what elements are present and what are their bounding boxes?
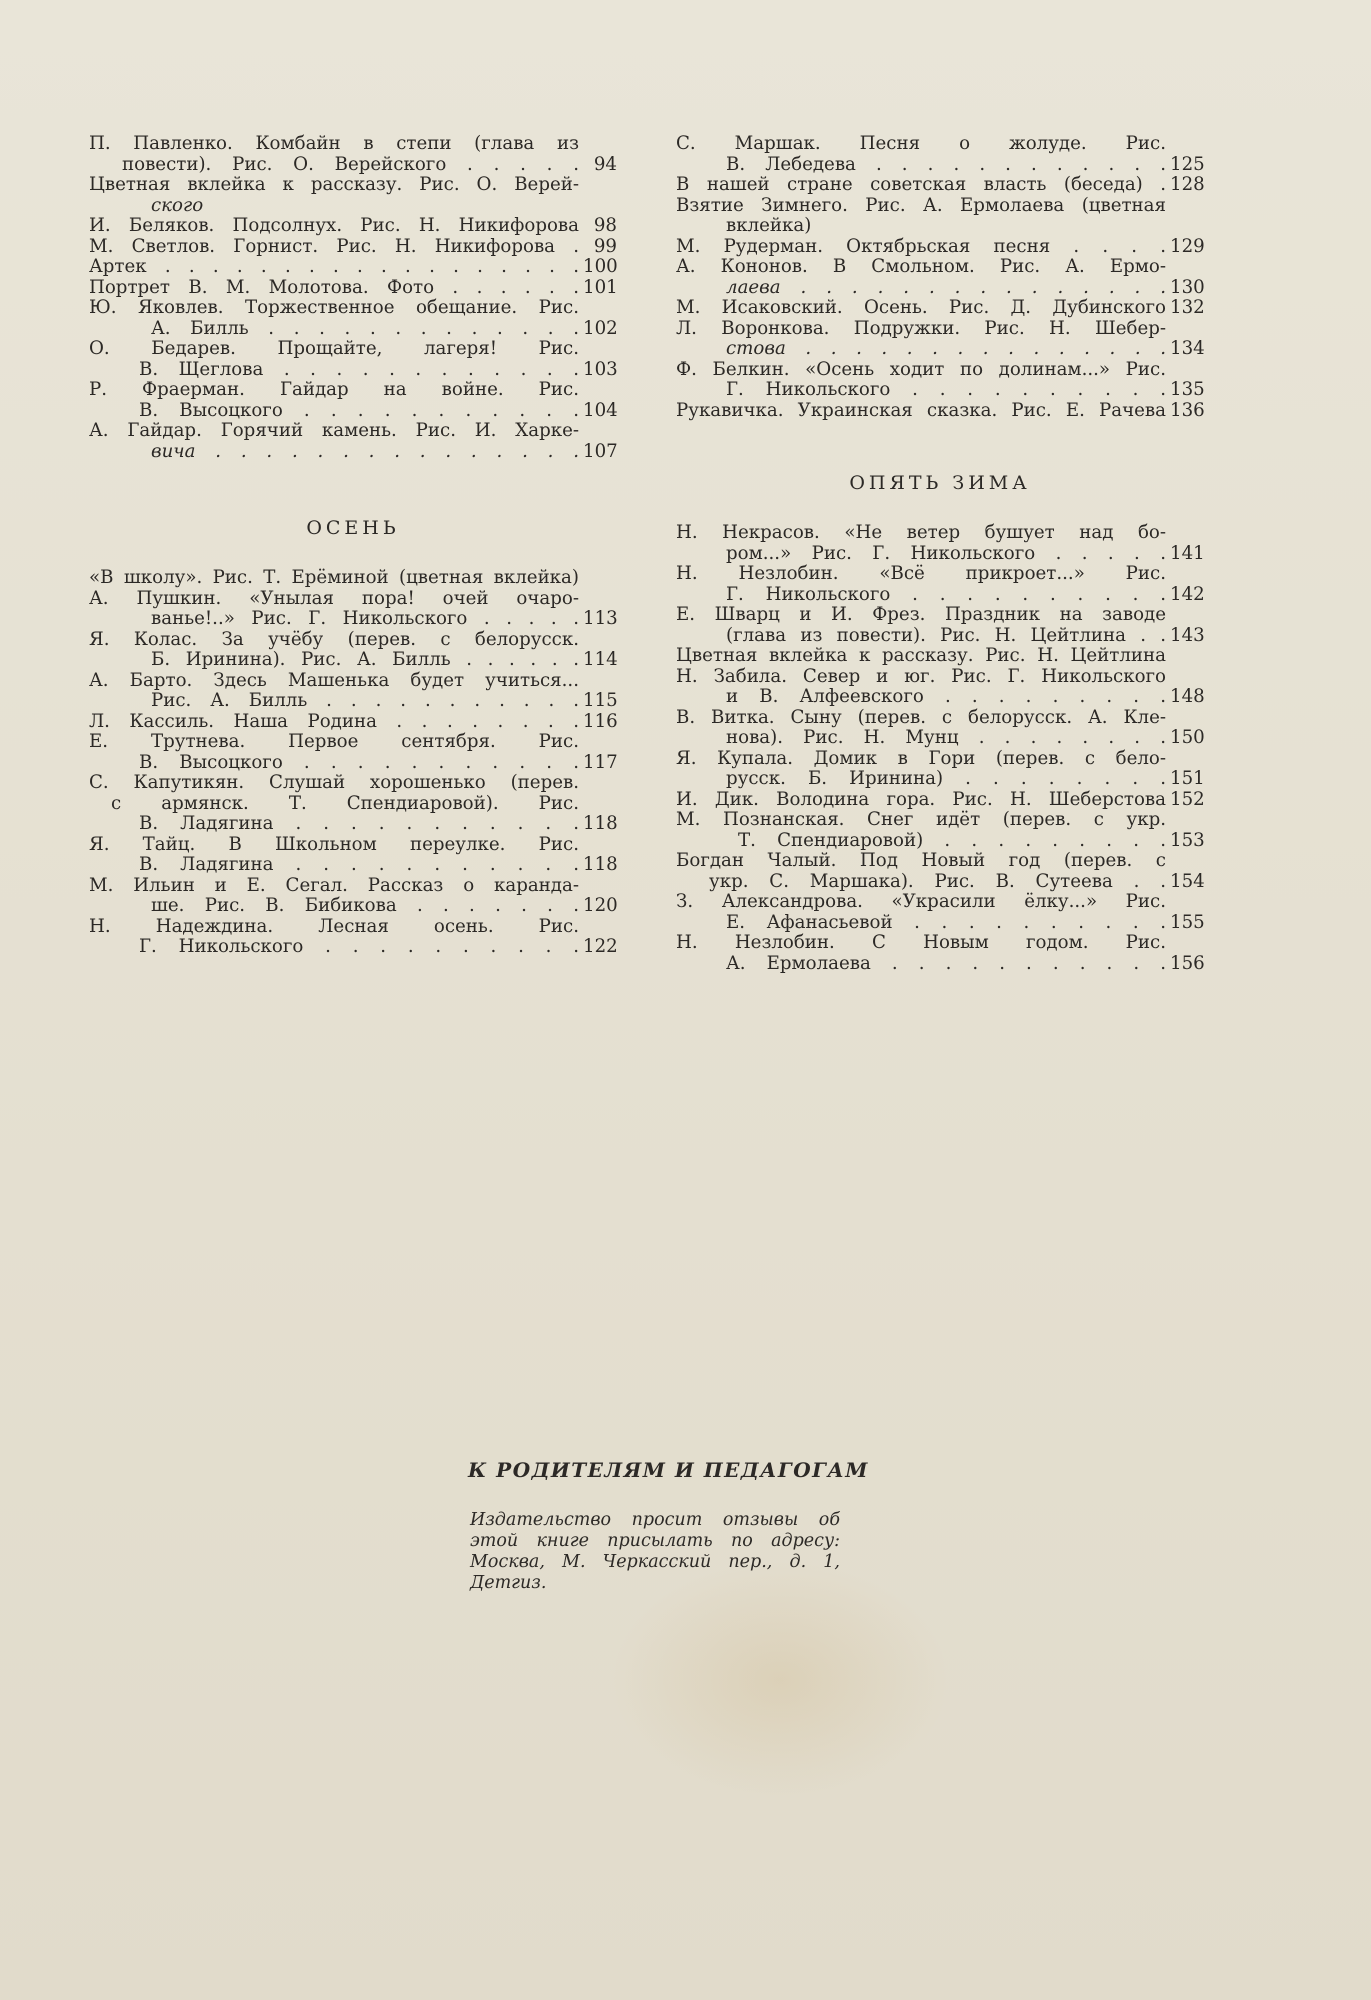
toc-entry-text: В. Высоцкого . . . . . . . . . . . [139, 751, 579, 773]
toc-entry-text: В. Высоцкого . . . . . . . . . . . [139, 399, 579, 421]
toc-left-column [89, 134, 617, 958]
toc-entry-page: 115 [583, 690, 618, 711]
toc-entry-text: Н. Незлобин. «Всё прикроет...» Рис. [676, 563, 1166, 584]
toc-right-column [676, 134, 1204, 974]
toc-entry-text: Ф. Белкин. «Осень ходит по долинам...» Рис. [676, 358, 1166, 380]
toc-entry-page: 142 [1170, 583, 1205, 605]
toc-entry-page: 107 [583, 440, 618, 462]
toc-entry [89, 712, 617, 733]
toc-entry [676, 134, 1204, 155]
toc-entry-page: 102 [583, 317, 618, 339]
toc-entry-page: 98 [593, 215, 617, 236]
toc-entry-text: Взятие Зимнего. Рис. А. Ермолаева (цветная [676, 194, 1166, 216]
toc-entry [89, 196, 617, 217]
toc-entry [676, 564, 1204, 585]
toc-entry [676, 544, 1204, 565]
toc-entry [676, 892, 1204, 913]
toc-entry-text: укр. С. Маршака). Рис. В. Сутеева . . [709, 870, 1166, 892]
toc-entry [89, 896, 617, 917]
winter-entries [676, 523, 1204, 974]
toc-entry-text: Г. Никольского . . . . . . . . . . [139, 936, 579, 957]
toc-entry-text: Артек . . . . . . . . . . . . . . . . . . [89, 256, 579, 277]
toc-entry-text: А. Кононов. В Смольном. Рис. А. Ермо- [676, 256, 1166, 277]
toc-entry-text: Б. Иринина). Рис. А. Билль . . . . . . [151, 649, 579, 670]
toc-entry [676, 339, 1204, 360]
toc-entry-text: стова . . . . . . . . . . . . . . . [726, 338, 1166, 359]
toc-entry-page: 128 [1170, 174, 1205, 195]
toc-entry-text: Богдан Чалый. Под Новый год (перев. с [676, 850, 1166, 871]
toc-entry [89, 401, 617, 422]
toc-entry [89, 216, 617, 237]
toc-entry-text: ром...» Рис. Г. Никольского . . . . . [726, 542, 1166, 564]
toc-entry-page: 132 [1170, 297, 1205, 318]
toc-entry-text: Л. Воронкова. Подружки. Рис. Н. Шебер- [676, 317, 1166, 339]
toc-entry-page: 154 [1170, 870, 1205, 892]
toc-entry [676, 605, 1204, 626]
toc-entry [676, 523, 1204, 544]
toc-entry [676, 237, 1204, 258]
toc-entry-text: В. Щеглова . . . . . . . . . . . . [139, 358, 579, 380]
toc-entry [676, 196, 1204, 217]
toc-entry [89, 835, 617, 856]
toc-entry-page: 101 [583, 276, 618, 298]
toc-entry-page: 151 [1170, 768, 1205, 789]
toc-entry [89, 794, 617, 815]
toc-entry-page: 104 [583, 399, 618, 421]
toc-entry-text: Е. Шварц и И. Фрез. Праздник на заводе [676, 604, 1166, 625]
toc-entry-text: М. Познанская. Снег идёт (перев. с укр. [676, 809, 1166, 830]
toc-entry-text: Н. Незлобин. С Новым годом. Рис. [676, 932, 1166, 953]
toc-entry-text: ше. Рис. В. Бибикова . . . . . . . [151, 895, 579, 916]
toc-entry-page: 155 [1170, 911, 1205, 933]
toc-entry [89, 855, 617, 876]
toc-entry [676, 831, 1204, 852]
toc-entry-text: Ю. Яковлев. Торжественное обещание. Рис. [89, 297, 579, 318]
toc-entry [676, 913, 1204, 934]
section-title-winter: ОПЯТЬ ЗИМА [849, 472, 1031, 494]
toc-entry [89, 732, 617, 753]
toc-entry [89, 278, 617, 299]
toc-entry-page: 135 [1170, 379, 1205, 400]
toc-entry-text: Е. Трутнева. Первое сентября. Рис. [89, 731, 579, 752]
toc-entry [676, 851, 1204, 872]
toc-entry [89, 360, 617, 381]
toc-entry [89, 814, 617, 835]
toc-entry-page: 100 [583, 256, 618, 277]
toc-entry [89, 319, 617, 340]
toc-entry [676, 933, 1204, 954]
toc-entry [676, 954, 1204, 975]
toc-entry-text: М. Ильин и Е. Сегал. Рассказ о каранда- [89, 874, 579, 896]
toc-entry-text: А. Ермолаева . . . . . . . . . . . [726, 952, 1166, 974]
toc-entry-text: В. Ладягина . . . . . . . . . . . [139, 854, 579, 875]
toc-entry-text: Портрет В. М. Молотова. Фото . . . . . . [89, 276, 579, 298]
toc-entry [89, 773, 617, 794]
toc-entry-page: 117 [583, 751, 618, 773]
toc-entry-page: 156 [1170, 952, 1205, 974]
toc-entry [676, 298, 1204, 319]
toc-entry [89, 568, 617, 589]
toc-entry-text: И. Беляков. Подсолнух. Рис. Н. Никифорова [89, 215, 579, 236]
toc-entry-text: А. Барто. Здесь Машенька будет учиться... [89, 669, 579, 691]
toc-entry-text: Т. Спендиаровой) . . . . . . . . . [738, 829, 1166, 851]
toc-entry-text: В. Лебедева . . . . . . . . . . . . [726, 153, 1166, 175]
toc-entry [89, 753, 617, 774]
toc-entry [676, 810, 1204, 831]
toc-entry-page: 118 [583, 813, 618, 834]
toc-entry-text: с армянск. Т. Спендиаровой). Рис. [111, 792, 579, 814]
toc-entry-text: Г. Никольского . . . . . . . . . . [726, 583, 1166, 605]
toc-entry [89, 917, 617, 938]
parents-heading: К РОДИТЕЛЯМ И ПЕДАГОГАМ [468, 1458, 869, 1482]
toc-entry-text: лаева . . . . . . . . . . . . . . . [726, 276, 1166, 298]
toc-entry-text: С. Маршак. Песня о жолуде. Рис. [676, 133, 1166, 154]
publisher-note: Издательство просит отзывы об этой книге присылать по адресу: Москва, М. Черкасский пер., д. 1, Детгиз. [470, 1510, 840, 1593]
toc-entry [676, 155, 1204, 176]
toc-entry-text: Н. Надеждина. Лесная осень. Рис. [89, 915, 579, 937]
toc-entry-page: 99 [593, 235, 617, 257]
toc-entry-text: русск. Б. Иринина) . . . . . . . . [726, 768, 1166, 789]
autumn-entries-right [676, 134, 1204, 421]
toc-entry-text: и В. Алфеевского . . . . . . . . . [726, 686, 1166, 707]
toc-entry-page: 94 [593, 153, 617, 175]
toc-entry [89, 380, 617, 401]
toc-entry-page: 103 [583, 358, 618, 380]
toc-entry-text: Я. Купала. Домик в Гори (перев. с бело- [676, 747, 1166, 769]
toc-entry-text: Е. Афанасьевой . . . . . . . . . . [726, 911, 1166, 933]
toc-entry-text: Я. Колас. За учёбу (перев. с белорусск. [89, 628, 579, 650]
toc-entry [676, 708, 1204, 729]
toc-entry-text: А. Пушкин. «Унылая пора! очей очаро- [89, 587, 579, 609]
toc-entry [89, 421, 617, 442]
toc-entry [676, 401, 1204, 422]
toc-entry [676, 749, 1204, 770]
toc-entry-text: Г. Никольского . . . . . . . . . . [726, 379, 1166, 400]
toc-entry [676, 790, 1204, 811]
toc-entry-page: 136 [1170, 399, 1205, 421]
toc-entry-text: вича . . . . . . . . . . . . . . . [151, 440, 579, 462]
toc-entry-text: А. Билль . . . . . . . . . . . . . [151, 317, 579, 339]
toc-entry-text: Рукавичка. Украинская сказка. Рис. Е. Рачева [676, 399, 1166, 421]
toc-entry [676, 667, 1204, 688]
toc-entry [676, 626, 1204, 647]
toc-entry-text: О. Бедарев. Прощайте, лагеря! Рис. [89, 338, 579, 359]
toc-entry-page: 141 [1170, 542, 1205, 564]
toc-entry [89, 650, 617, 671]
toc-entry-text: З. Александрова. «Украсили ёлку...» Рис. [676, 891, 1166, 912]
toc-entry [676, 360, 1204, 381]
toc-entry [89, 298, 617, 319]
toc-entry [89, 937, 617, 958]
toc-entry [89, 630, 617, 651]
toc-entry [89, 175, 617, 196]
toc-entry-page: 120 [583, 895, 618, 916]
toc-entry-page: 143 [1170, 624, 1205, 646]
toc-entry [676, 175, 1204, 196]
toc-entry-page: 118 [583, 854, 618, 875]
toc-entry [676, 319, 1204, 340]
toc-entry [89, 442, 617, 463]
toc-entry-text: ванье!..» Рис. Г. Никольского . . . . . [151, 608, 579, 629]
toc-entry-text: нова). Рис. Н. Мунц . . . . . . . . [726, 727, 1166, 748]
toc-entry-text: П. Павленко. Комбайн в степи (глава из [89, 133, 579, 154]
toc-entry-page: 134 [1170, 338, 1205, 359]
toc-entry-text: (глава из повести). Рис. Н. Цейтлина . . [726, 624, 1166, 646]
toc-entry [676, 687, 1204, 708]
toc-entry-page: 129 [1170, 235, 1205, 257]
toc-entry-text: Н. Некрасов. «Не ветер бушует над бо- [676, 522, 1166, 543]
toc-entry-text: И. Дик. Володина гора. Рис. Н. Шеберстова [676, 788, 1166, 810]
toc-entry-text: Цветная вклейка к рассказу. Рис. Н. Цейтлина [676, 645, 1166, 666]
toc-entry-page: 153 [1170, 829, 1205, 851]
toc-entry-page: 116 [583, 710, 618, 732]
toc-entry [676, 257, 1204, 278]
toc-entry [676, 728, 1204, 749]
toc-entry-text: Р. Фраерман. Гайдар на войне. Рис. [89, 379, 579, 400]
toc-entry [89, 257, 617, 278]
toc-entry [89, 876, 617, 897]
toc-entry [89, 671, 617, 692]
autumn-entries-left [89, 568, 617, 958]
toc-entry [89, 134, 617, 155]
toc-entry [676, 646, 1204, 667]
toc-entry-text: Рис. А. Билль . . . . . . . . . . . [151, 690, 579, 711]
toc-entry [676, 278, 1204, 299]
toc-entry [89, 589, 617, 610]
summer-entries [89, 134, 617, 462]
toc-entry-text: В. Ладягина . . . . . . . . . . . [139, 813, 579, 834]
toc-entry-text: ского [151, 194, 204, 216]
toc-entry-text: С. Капутикян. Слушай хорошенько (перев. [89, 772, 579, 793]
section-title-autumn: ОСЕНЬ [306, 517, 400, 539]
toc-entry-text: вклейка) [726, 215, 812, 236]
toc-entry-text: Н. Забила. Север и юг. Рис. Г. Никольского [676, 665, 1166, 687]
toc-entry-text: М. Светлов. Горнист. Рис. Н. Никифорова . [89, 235, 579, 257]
toc-entry-text: Л. Кассиль. Наша Родина . . . . . . . . [89, 710, 579, 732]
toc-entry-text: М. Рудерман. Октябрьская песня . . . . [676, 235, 1166, 257]
toc-entry [89, 339, 617, 360]
toc-entry-page: 148 [1170, 686, 1205, 707]
toc-entry-text: Я. Тайц. В Школьном переулке. Рис. [89, 833, 579, 855]
toc-entry-text: повести). Рис. О. Верейского . . . . . [122, 153, 579, 175]
toc-entry [89, 237, 617, 258]
toc-entry-page: 113 [583, 608, 618, 629]
toc-entry [676, 872, 1204, 893]
toc-entry [89, 691, 617, 712]
toc-entry-text: «В школу». Рис. Т. Ерёминой (цветная вклейка) [89, 567, 579, 588]
toc-entry [676, 380, 1204, 401]
toc-entry-text: В. Витка. Сыну (перев. с белорусск. А. Кле- [676, 706, 1166, 728]
toc-entry-page: 150 [1170, 727, 1205, 748]
toc-entry-page: 114 [583, 649, 618, 670]
toc-entry [676, 216, 1204, 237]
toc-entry [676, 769, 1204, 790]
toc-entry-page: 125 [1170, 153, 1205, 175]
toc-entry-text: М. Исаковский. Осень. Рис. Д. Дубинского [676, 297, 1166, 318]
toc-entry-page: 152 [1170, 788, 1205, 810]
toc-entry-page: 130 [1170, 276, 1205, 298]
toc-entry-text: А. Гайдар. Горячий камень. Рис. И. Харке- [89, 420, 579, 441]
toc-entry-text: В нашей стране советская власть (беседа) . [676, 174, 1166, 195]
toc-entry-page: 122 [583, 936, 618, 957]
toc-entry-text: Цветная вклейка к рассказу. Рис. О. Верей- [89, 174, 579, 195]
toc-entry [89, 155, 617, 176]
toc-entry [89, 609, 617, 630]
toc-entry [676, 585, 1204, 606]
